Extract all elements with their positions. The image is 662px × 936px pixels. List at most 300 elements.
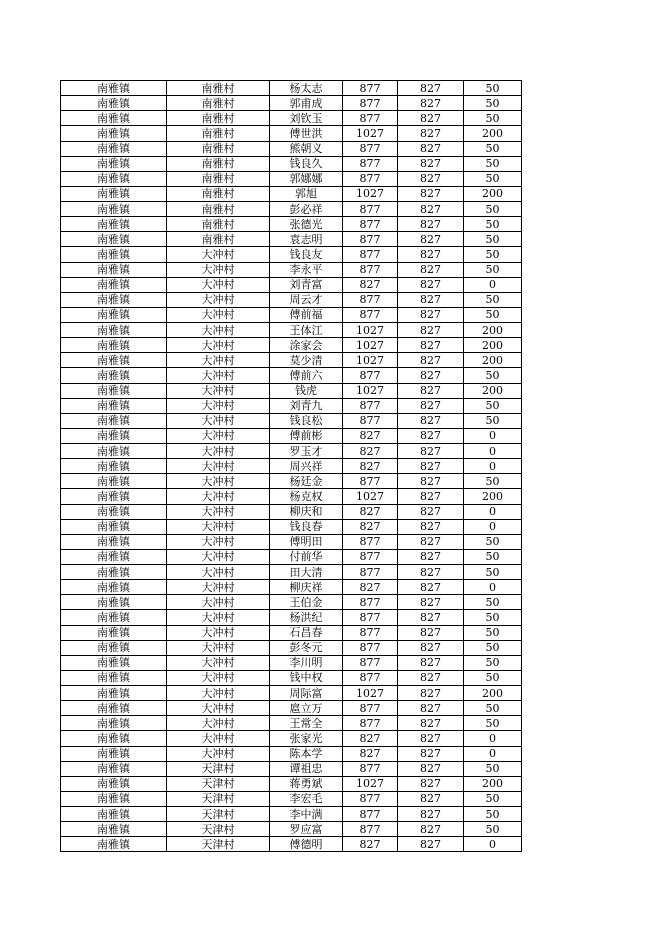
village-cell[interactable]: 天津村 [167, 822, 270, 837]
name-cell[interactable]: 杨克权 [270, 489, 343, 504]
amount-b-cell[interactable]: 827 [398, 186, 464, 201]
town-cell[interactable]: 南雅镇 [61, 262, 167, 277]
village-cell[interactable]: 大冲村 [167, 640, 270, 655]
town-cell[interactable]: 南雅镇 [61, 217, 167, 232]
amount-b-cell[interactable]: 827 [398, 686, 464, 701]
amount-c-cell[interactable]: 200 [464, 489, 522, 504]
amount-a-cell[interactable]: 877 [343, 262, 398, 277]
amount-c-cell[interactable]: 50 [464, 111, 522, 126]
amount-a-cell[interactable]: 1027 [343, 776, 398, 791]
amount-b-cell[interactable]: 827 [398, 247, 464, 262]
amount-b-cell[interactable]: 827 [398, 413, 464, 428]
town-cell[interactable]: 南雅镇 [61, 413, 167, 428]
amount-a-cell[interactable]: 877 [343, 807, 398, 822]
name-cell[interactable]: 周际富 [270, 686, 343, 701]
amount-c-cell[interactable]: 200 [464, 338, 522, 353]
amount-a-cell[interactable]: 877 [343, 156, 398, 171]
amount-c-cell[interactable]: 50 [464, 549, 522, 564]
village-cell[interactable]: 大冲村 [167, 428, 270, 443]
amount-a-cell[interactable]: 877 [343, 640, 398, 655]
name-cell[interactable]: 蒋勇斌 [270, 776, 343, 791]
amount-c-cell[interactable]: 0 [464, 731, 522, 746]
amount-a-cell[interactable]: 827 [343, 459, 398, 474]
village-cell[interactable]: 大冲村 [167, 444, 270, 459]
town-cell[interactable]: 南雅镇 [61, 202, 167, 217]
amount-c-cell[interactable]: 50 [464, 413, 522, 428]
village-cell[interactable]: 南雅村 [167, 202, 270, 217]
amount-a-cell[interactable]: 877 [343, 81, 398, 96]
town-cell[interactable]: 南雅镇 [61, 383, 167, 398]
amount-b-cell[interactable]: 827 [398, 519, 464, 534]
amount-b-cell[interactable]: 827 [398, 549, 464, 564]
name-cell[interactable]: 刘青富 [270, 277, 343, 292]
amount-c-cell[interactable]: 50 [464, 565, 522, 580]
amount-c-cell[interactable]: 0 [464, 837, 522, 852]
name-cell[interactable]: 谭祖忠 [270, 761, 343, 776]
name-cell[interactable]: 石昌春 [270, 625, 343, 640]
name-cell[interactable]: 袁志明 [270, 232, 343, 247]
amount-a-cell[interactable]: 877 [343, 111, 398, 126]
amount-a-cell[interactable]: 877 [343, 413, 398, 428]
amount-b-cell[interactable]: 827 [398, 217, 464, 232]
town-cell[interactable]: 南雅镇 [61, 655, 167, 670]
name-cell[interactable]: 钱良久 [270, 156, 343, 171]
amount-c-cell[interactable]: 50 [464, 247, 522, 262]
name-cell[interactable]: 钱良松 [270, 413, 343, 428]
town-cell[interactable]: 南雅镇 [61, 610, 167, 625]
amount-a-cell[interactable]: 1027 [343, 126, 398, 141]
village-cell[interactable]: 大冲村 [167, 383, 270, 398]
name-cell[interactable]: 李川明 [270, 655, 343, 670]
town-cell[interactable]: 南雅镇 [61, 580, 167, 595]
amount-a-cell[interactable]: 877 [343, 247, 398, 262]
amount-a-cell[interactable]: 877 [343, 791, 398, 806]
amount-c-cell[interactable]: 50 [464, 307, 522, 322]
amount-c-cell[interactable]: 50 [464, 368, 522, 383]
amount-a-cell[interactable]: 877 [343, 655, 398, 670]
amount-b-cell[interactable]: 827 [398, 141, 464, 156]
name-cell[interactable]: 熊朝义 [270, 141, 343, 156]
amount-b-cell[interactable]: 827 [398, 701, 464, 716]
town-cell[interactable]: 南雅镇 [61, 549, 167, 564]
town-cell[interactable]: 南雅镇 [61, 277, 167, 292]
village-cell[interactable]: 大冲村 [167, 610, 270, 625]
village-cell[interactable]: 南雅村 [167, 111, 270, 126]
amount-b-cell[interactable]: 827 [398, 277, 464, 292]
amount-b-cell[interactable]: 827 [398, 323, 464, 338]
amount-a-cell[interactable]: 1027 [343, 489, 398, 504]
name-cell[interactable]: 杨太志 [270, 81, 343, 96]
town-cell[interactable]: 南雅镇 [61, 338, 167, 353]
town-cell[interactable]: 南雅镇 [61, 504, 167, 519]
village-cell[interactable]: 大冲村 [167, 565, 270, 580]
village-cell[interactable]: 大冲村 [167, 716, 270, 731]
amount-a-cell[interactable]: 827 [343, 444, 398, 459]
amount-c-cell[interactable]: 50 [464, 398, 522, 413]
town-cell[interactable]: 南雅镇 [61, 398, 167, 413]
village-cell[interactable]: 大冲村 [167, 504, 270, 519]
village-cell[interactable]: 大冲村 [167, 459, 270, 474]
amount-a-cell[interactable]: 827 [343, 731, 398, 746]
amount-c-cell[interactable]: 50 [464, 217, 522, 232]
village-cell[interactable]: 南雅村 [167, 126, 270, 141]
amount-a-cell[interactable]: 877 [343, 670, 398, 685]
town-cell[interactable]: 南雅镇 [61, 232, 167, 247]
name-cell[interactable]: 傅前彬 [270, 428, 343, 443]
amount-c-cell[interactable]: 200 [464, 126, 522, 141]
village-cell[interactable]: 大冲村 [167, 398, 270, 413]
amount-b-cell[interactable]: 827 [398, 716, 464, 731]
amount-a-cell[interactable]: 877 [343, 217, 398, 232]
amount-b-cell[interactable]: 827 [398, 565, 464, 580]
name-cell[interactable]: 柳庆祥 [270, 580, 343, 595]
town-cell[interactable]: 南雅镇 [61, 126, 167, 141]
village-cell[interactable]: 大冲村 [167, 368, 270, 383]
amount-b-cell[interactable]: 827 [398, 111, 464, 126]
amount-b-cell[interactable]: 827 [398, 746, 464, 761]
name-cell[interactable]: 彭冬元 [270, 640, 343, 655]
village-cell[interactable]: 大冲村 [167, 686, 270, 701]
village-cell[interactable]: 大冲村 [167, 292, 270, 307]
amount-b-cell[interactable]: 827 [398, 822, 464, 837]
amount-b-cell[interactable]: 827 [398, 171, 464, 186]
amount-c-cell[interactable]: 50 [464, 701, 522, 716]
town-cell[interactable]: 南雅镇 [61, 156, 167, 171]
amount-a-cell[interactable]: 877 [343, 232, 398, 247]
amount-a-cell[interactable]: 827 [343, 746, 398, 761]
amount-c-cell[interactable]: 50 [464, 761, 522, 776]
amount-b-cell[interactable]: 827 [398, 232, 464, 247]
village-cell[interactable]: 南雅村 [167, 171, 270, 186]
name-cell[interactable]: 李中满 [270, 807, 343, 822]
amount-c-cell[interactable]: 50 [464, 640, 522, 655]
amount-c-cell[interactable]: 0 [464, 519, 522, 534]
name-cell[interactable]: 郭甫成 [270, 96, 343, 111]
amount-b-cell[interactable]: 827 [398, 398, 464, 413]
village-cell[interactable]: 南雅村 [167, 81, 270, 96]
town-cell[interactable]: 南雅镇 [61, 428, 167, 443]
town-cell[interactable]: 南雅镇 [61, 761, 167, 776]
amount-b-cell[interactable]: 827 [398, 383, 464, 398]
amount-a-cell[interactable]: 877 [343, 625, 398, 640]
village-cell[interactable]: 南雅村 [167, 217, 270, 232]
name-cell[interactable]: 王伯金 [270, 595, 343, 610]
amount-c-cell[interactable]: 50 [464, 595, 522, 610]
town-cell[interactable]: 南雅镇 [61, 670, 167, 685]
amount-c-cell[interactable]: 50 [464, 791, 522, 806]
village-cell[interactable]: 大冲村 [167, 277, 270, 292]
amount-b-cell[interactable]: 827 [398, 837, 464, 852]
name-cell[interactable]: 张家光 [270, 731, 343, 746]
town-cell[interactable]: 南雅镇 [61, 731, 167, 746]
amount-b-cell[interactable]: 827 [398, 761, 464, 776]
amount-c-cell[interactable]: 50 [464, 655, 522, 670]
amount-c-cell[interactable]: 0 [464, 580, 522, 595]
amount-c-cell[interactable]: 50 [464, 171, 522, 186]
name-cell[interactable]: 钱良春 [270, 519, 343, 534]
town-cell[interactable]: 南雅镇 [61, 686, 167, 701]
name-cell[interactable]: 陈本学 [270, 746, 343, 761]
amount-c-cell[interactable]: 50 [464, 822, 522, 837]
amount-c-cell[interactable]: 50 [464, 716, 522, 731]
village-cell[interactable]: 大冲村 [167, 595, 270, 610]
town-cell[interactable]: 南雅镇 [61, 791, 167, 806]
amount-b-cell[interactable]: 827 [398, 655, 464, 670]
name-cell[interactable]: 傅前六 [270, 368, 343, 383]
town-cell[interactable]: 南雅镇 [61, 81, 167, 96]
town-cell[interactable]: 南雅镇 [61, 353, 167, 368]
amount-b-cell[interactable]: 827 [398, 292, 464, 307]
amount-b-cell[interactable]: 827 [398, 338, 464, 353]
town-cell[interactable]: 南雅镇 [61, 534, 167, 549]
name-cell[interactable]: 张德光 [270, 217, 343, 232]
town-cell[interactable]: 南雅镇 [61, 701, 167, 716]
village-cell[interactable]: 大冲村 [167, 338, 270, 353]
village-cell[interactable]: 大冲村 [167, 519, 270, 534]
amount-b-cell[interactable]: 827 [398, 353, 464, 368]
amount-b-cell[interactable]: 827 [398, 96, 464, 111]
amount-a-cell[interactable]: 877 [343, 549, 398, 564]
amount-a-cell[interactable]: 877 [343, 761, 398, 776]
amount-c-cell[interactable]: 200 [464, 686, 522, 701]
town-cell[interactable]: 南雅镇 [61, 822, 167, 837]
town-cell[interactable]: 南雅镇 [61, 368, 167, 383]
town-cell[interactable]: 南雅镇 [61, 565, 167, 580]
village-cell[interactable]: 大冲村 [167, 323, 270, 338]
town-cell[interactable]: 南雅镇 [61, 292, 167, 307]
village-cell[interactable]: 大冲村 [167, 731, 270, 746]
name-cell[interactable]: 扈立万 [270, 701, 343, 716]
name-cell[interactable]: 刘青九 [270, 398, 343, 413]
name-cell[interactable]: 罗玉才 [270, 444, 343, 459]
amount-c-cell[interactable]: 50 [464, 292, 522, 307]
name-cell[interactable]: 付前华 [270, 549, 343, 564]
amount-a-cell[interactable]: 827 [343, 504, 398, 519]
amount-a-cell[interactable]: 827 [343, 837, 398, 852]
amount-a-cell[interactable]: 1027 [343, 686, 398, 701]
name-cell[interactable]: 王常全 [270, 716, 343, 731]
amount-b-cell[interactable]: 827 [398, 625, 464, 640]
village-cell[interactable]: 大冲村 [167, 625, 270, 640]
amount-a-cell[interactable]: 877 [343, 610, 398, 625]
name-cell[interactable]: 傅世洪 [270, 126, 343, 141]
name-cell[interactable]: 杨廷金 [270, 474, 343, 489]
name-cell[interactable]: 彭必祥 [270, 202, 343, 217]
amount-c-cell[interactable]: 50 [464, 534, 522, 549]
amount-a-cell[interactable]: 877 [343, 368, 398, 383]
name-cell[interactable]: 李宏毛 [270, 791, 343, 806]
town-cell[interactable]: 南雅镇 [61, 307, 167, 322]
amount-c-cell[interactable]: 0 [464, 428, 522, 443]
amount-a-cell[interactable]: 1027 [343, 323, 398, 338]
amount-c-cell[interactable]: 200 [464, 353, 522, 368]
amount-a-cell[interactable]: 877 [343, 202, 398, 217]
amount-c-cell[interactable]: 0 [464, 444, 522, 459]
town-cell[interactable]: 南雅镇 [61, 459, 167, 474]
amount-c-cell[interactable]: 50 [464, 807, 522, 822]
name-cell[interactable]: 田大清 [270, 565, 343, 580]
amount-b-cell[interactable]: 827 [398, 202, 464, 217]
town-cell[interactable]: 南雅镇 [61, 640, 167, 655]
name-cell[interactable]: 郭旭 [270, 186, 343, 201]
amount-a-cell[interactable]: 877 [343, 141, 398, 156]
amount-b-cell[interactable]: 827 [398, 595, 464, 610]
amount-c-cell[interactable]: 200 [464, 323, 522, 338]
amount-a-cell[interactable]: 827 [343, 519, 398, 534]
town-cell[interactable]: 南雅镇 [61, 716, 167, 731]
amount-a-cell[interactable]: 827 [343, 428, 398, 443]
village-cell[interactable]: 大冲村 [167, 701, 270, 716]
name-cell[interactable]: 柳庆和 [270, 504, 343, 519]
amount-a-cell[interactable]: 877 [343, 565, 398, 580]
amount-a-cell[interactable]: 877 [343, 171, 398, 186]
amount-b-cell[interactable]: 827 [398, 807, 464, 822]
name-cell[interactable]: 莫少清 [270, 353, 343, 368]
town-cell[interactable]: 南雅镇 [61, 746, 167, 761]
amount-c-cell[interactable]: 50 [464, 262, 522, 277]
amount-c-cell[interactable]: 50 [464, 670, 522, 685]
village-cell[interactable]: 大冲村 [167, 655, 270, 670]
amount-c-cell[interactable]: 0 [464, 746, 522, 761]
town-cell[interactable]: 南雅镇 [61, 837, 167, 852]
amount-b-cell[interactable]: 827 [398, 489, 464, 504]
name-cell[interactable]: 钱良友 [270, 247, 343, 262]
amount-b-cell[interactable]: 827 [398, 81, 464, 96]
village-cell[interactable]: 南雅村 [167, 96, 270, 111]
amount-c-cell[interactable]: 200 [464, 383, 522, 398]
amount-a-cell[interactable]: 877 [343, 307, 398, 322]
name-cell[interactable]: 傅前福 [270, 307, 343, 322]
amount-a-cell[interactable]: 1027 [343, 186, 398, 201]
village-cell[interactable]: 大冲村 [167, 353, 270, 368]
town-cell[interactable]: 南雅镇 [61, 247, 167, 262]
name-cell[interactable]: 钱中权 [270, 670, 343, 685]
village-cell[interactable]: 大冲村 [167, 247, 270, 262]
village-cell[interactable]: 天津村 [167, 791, 270, 806]
amount-a-cell[interactable]: 877 [343, 716, 398, 731]
amount-a-cell[interactable]: 1027 [343, 353, 398, 368]
amount-a-cell[interactable]: 1027 [343, 383, 398, 398]
amount-b-cell[interactable]: 827 [398, 534, 464, 549]
amount-b-cell[interactable]: 827 [398, 126, 464, 141]
amount-b-cell[interactable]: 827 [398, 640, 464, 655]
name-cell[interactable]: 郭娜娜 [270, 171, 343, 186]
amount-b-cell[interactable]: 827 [398, 156, 464, 171]
town-cell[interactable]: 南雅镇 [61, 595, 167, 610]
village-cell[interactable]: 天津村 [167, 807, 270, 822]
name-cell[interactable]: 周兴祥 [270, 459, 343, 474]
name-cell[interactable]: 傅明田 [270, 534, 343, 549]
amount-b-cell[interactable]: 827 [398, 368, 464, 383]
village-cell[interactable]: 大冲村 [167, 549, 270, 564]
amount-b-cell[interactable]: 827 [398, 428, 464, 443]
amount-b-cell[interactable]: 827 [398, 307, 464, 322]
town-cell[interactable]: 南雅镇 [61, 111, 167, 126]
amount-c-cell[interactable]: 50 [464, 156, 522, 171]
amount-c-cell[interactable]: 50 [464, 625, 522, 640]
name-cell[interactable]: 罗应富 [270, 822, 343, 837]
amount-a-cell[interactable]: 877 [343, 398, 398, 413]
town-cell[interactable]: 南雅镇 [61, 474, 167, 489]
village-cell[interactable]: 南雅村 [167, 186, 270, 201]
amount-a-cell[interactable]: 877 [343, 474, 398, 489]
amount-b-cell[interactable]: 827 [398, 444, 464, 459]
amount-a-cell[interactable]: 877 [343, 292, 398, 307]
amount-b-cell[interactable]: 827 [398, 731, 464, 746]
village-cell[interactable]: 南雅村 [167, 141, 270, 156]
name-cell[interactable]: 李永平 [270, 262, 343, 277]
amount-c-cell[interactable]: 0 [464, 277, 522, 292]
amount-c-cell[interactable]: 50 [464, 610, 522, 625]
amount-b-cell[interactable]: 827 [398, 504, 464, 519]
name-cell[interactable]: 涂家会 [270, 338, 343, 353]
village-cell[interactable]: 天津村 [167, 761, 270, 776]
amount-c-cell[interactable]: 50 [464, 202, 522, 217]
amount-a-cell[interactable]: 877 [343, 822, 398, 837]
amount-b-cell[interactable]: 827 [398, 610, 464, 625]
town-cell[interactable]: 南雅镇 [61, 625, 167, 640]
village-cell[interactable]: 大冲村 [167, 413, 270, 428]
amount-c-cell[interactable]: 200 [464, 186, 522, 201]
amount-a-cell[interactable]: 1027 [343, 338, 398, 353]
amount-c-cell[interactable]: 200 [464, 776, 522, 791]
amount-c-cell[interactable]: 50 [464, 232, 522, 247]
amount-c-cell[interactable]: 0 [464, 459, 522, 474]
village-cell[interactable]: 南雅村 [167, 232, 270, 247]
amount-c-cell[interactable]: 0 [464, 504, 522, 519]
town-cell[interactable]: 南雅镇 [61, 141, 167, 156]
town-cell[interactable]: 南雅镇 [61, 519, 167, 534]
amount-b-cell[interactable]: 827 [398, 670, 464, 685]
name-cell[interactable]: 周云才 [270, 292, 343, 307]
amount-b-cell[interactable]: 827 [398, 262, 464, 277]
town-cell[interactable]: 南雅镇 [61, 323, 167, 338]
amount-a-cell[interactable]: 827 [343, 580, 398, 595]
village-cell[interactable]: 大冲村 [167, 474, 270, 489]
village-cell[interactable]: 天津村 [167, 837, 270, 852]
amount-a-cell[interactable]: 827 [343, 277, 398, 292]
town-cell[interactable]: 南雅镇 [61, 776, 167, 791]
village-cell[interactable]: 大冲村 [167, 534, 270, 549]
amount-c-cell[interactable]: 50 [464, 141, 522, 156]
amount-c-cell[interactable]: 50 [464, 474, 522, 489]
town-cell[interactable]: 南雅镇 [61, 186, 167, 201]
village-cell[interactable]: 大冲村 [167, 262, 270, 277]
amount-a-cell[interactable]: 877 [343, 595, 398, 610]
name-cell[interactable]: 钱虎 [270, 383, 343, 398]
amount-b-cell[interactable]: 827 [398, 791, 464, 806]
village-cell[interactable]: 大冲村 [167, 489, 270, 504]
amount-c-cell[interactable]: 50 [464, 96, 522, 111]
village-cell[interactable]: 南雅村 [167, 156, 270, 171]
village-cell[interactable]: 大冲村 [167, 670, 270, 685]
name-cell[interactable]: 傅德明 [270, 837, 343, 852]
name-cell[interactable]: 王体江 [270, 323, 343, 338]
name-cell[interactable]: 杨洪纪 [270, 610, 343, 625]
town-cell[interactable]: 南雅镇 [61, 807, 167, 822]
amount-b-cell[interactable]: 827 [398, 459, 464, 474]
name-cell[interactable]: 刘钦玉 [270, 111, 343, 126]
amount-a-cell[interactable]: 877 [343, 701, 398, 716]
town-cell[interactable]: 南雅镇 [61, 489, 167, 504]
amount-a-cell[interactable]: 877 [343, 534, 398, 549]
town-cell[interactable]: 南雅镇 [61, 171, 167, 186]
amount-a-cell[interactable]: 877 [343, 96, 398, 111]
amount-c-cell[interactable]: 50 [464, 81, 522, 96]
village-cell[interactable]: 天津村 [167, 776, 270, 791]
amount-b-cell[interactable]: 827 [398, 580, 464, 595]
town-cell[interactable]: 南雅镇 [61, 96, 167, 111]
